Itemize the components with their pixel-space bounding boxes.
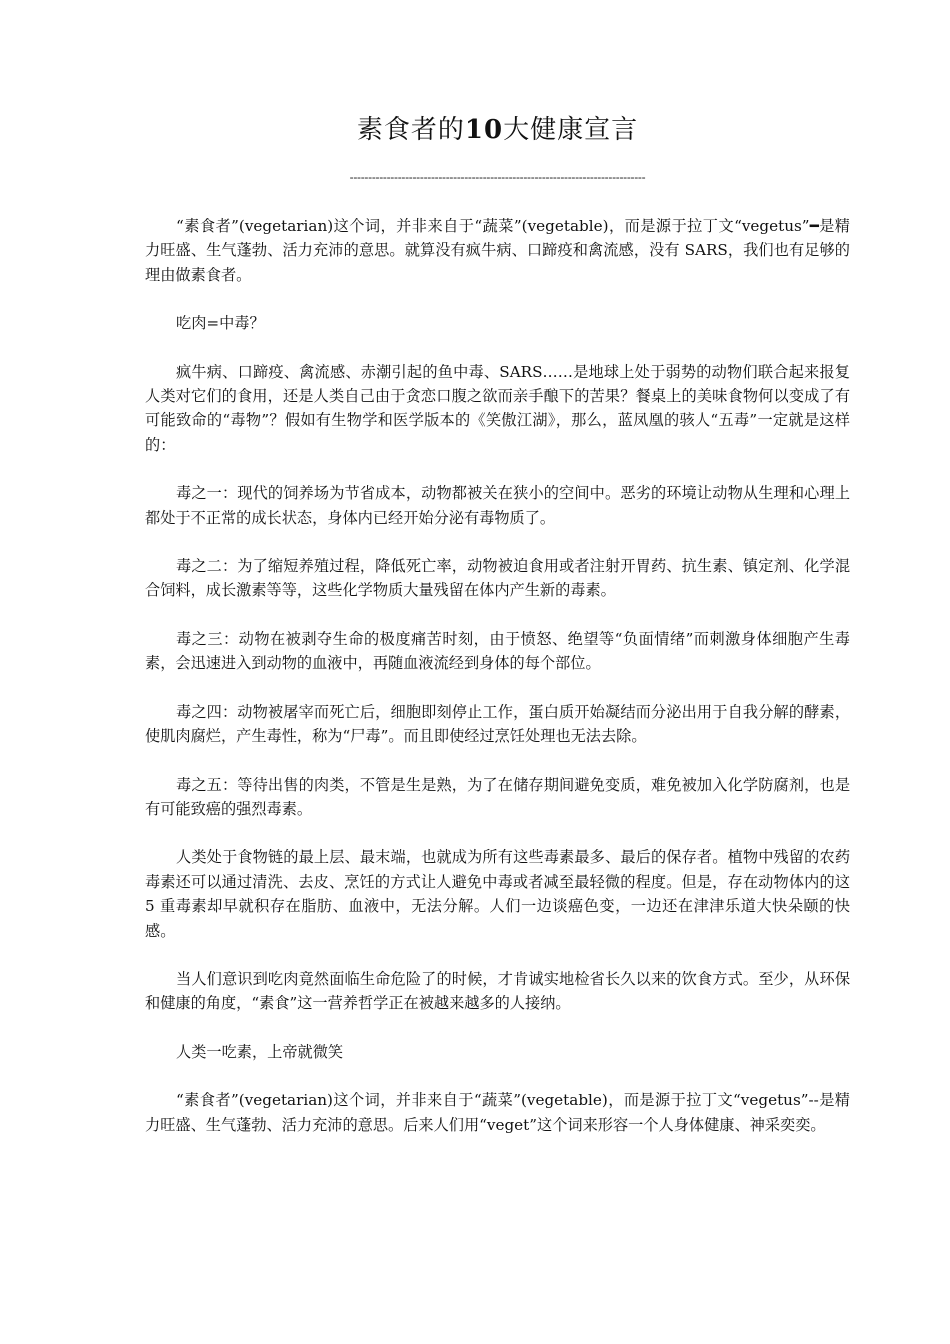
paragraph-vegetus: “素食者”(vegetarian)这个词，并非来自于“蔬菜”(vegetable)，而是源于拉丁文“vegetus”--是精力旺盛、生气蓬勃、活力充沛的意思。后来人们用“veget”这个词来形容一个人身体健康、神采奕奕。	[145, 1091, 850, 1134]
paragraph-poison-5: 毒之五：等待出售的肉类，不管是生是熟，为了在储存期间避免变质，难免被加入化学防腐剂，也是有可能致癌的强烈毒素。	[145, 775, 850, 818]
dashed-divider: --------------------------------------------------------------------------------	[349, 170, 646, 184]
paragraph-diseases: 疯牛病、口蹄疫、禽流感、赤潮引起的鱼中毒、SARS……是地球上处于弱势的动物们联合起来报复人类对它们的食用，还是人类自己由于贪恋口腹之欲而亲手酿下的苦果？餐桌上的美味食物何以变成了有可能致命的“毒物”？假如有生物学和医学版本的《笑傲江湖》，那么，蓝凤凰的骇人“五毒”一定就是这样的：	[145, 362, 850, 454]
title-number: 10	[464, 115, 504, 145]
paragraph-intro: “素食者”(vegetarian)这个词，并非来自于“蔬菜”(vegetable)，而是源于拉丁文“vegetus”━是精力旺盛、生气蓬勃、活力充沛的意思。就算没有疯牛病、口蹄疫和禽流感，没有 SARS，我们也有足够的理由做素食者。	[145, 217, 850, 284]
title-prefix: 素食者的	[356, 115, 465, 145]
section-heading-god-smiles: 人类一吃素，上帝就微笑	[176, 1042, 344, 1061]
paragraph-awareness: 当人们意识到吃肉竟然面临生命危险了的时候，才肯诚实地检省长久以来的饮食方式。至少，从环保和健康的角度，“素食”这一营养哲学正在被越来越多的人接纳。	[145, 969, 850, 1013]
section-heading-meat-poison: 吃肉=中毒？	[176, 314, 265, 333]
paragraph-poison-1: 毒之一：现代的饲养场为节省成本，动物都被关在狭小的空间中。恶劣的环境让动物从生理和心理上都处于不正常的成长状态，身体内已经开始分泌有毒物质了。	[145, 484, 850, 527]
paragraph-poison-2: 毒之二：为了缩短养殖过程，降低死亡率，动物被迫食用或者注射开胃药、抗生素、镇定剂、化学混合饲料，成长激素等等，这些化学物质大量残留在体内产生新的毒素。	[145, 557, 850, 600]
paragraph-poison-3: 毒之三：动物在被剥夺生命的极度痛苦时刻，由于愤怒、绝望等“负面情绪”而刺激身体细胞产生毒素，会迅速进入到动物的血液中，再随血液流经到身体的每个部位。	[145, 629, 850, 673]
article-body	[145, 214, 850, 1161]
page-title	[145, 112, 850, 148]
paragraph-food-chain: 人类处于食物链的最上层、最末端，也就成为所有这些毒素最多、最后的保存者。植物中残留的农药毒素还可以通过清洗、去皮、烹饪的方式让人避免中毒或者减至最轻微的程度。但是，存在动物体内的这 5 重毒素却早就积存在脂肪、血液中，无法分解。人们一边谈癌色变，一边还在津津乐道大快朵颐的快感。	[145, 848, 850, 940]
paragraph-poison-4: 毒之四：动物被屠宰而死亡后，细胞即刻停止工作，蛋白质开始凝结而分泌出用于自我分解的酵素，使肌肉腐烂，产生毒性，称为“尸毒”。而且即使经过烹饪处理也无法去除。	[145, 702, 850, 746]
title-suffix: 大健康宣言	[503, 115, 639, 145]
